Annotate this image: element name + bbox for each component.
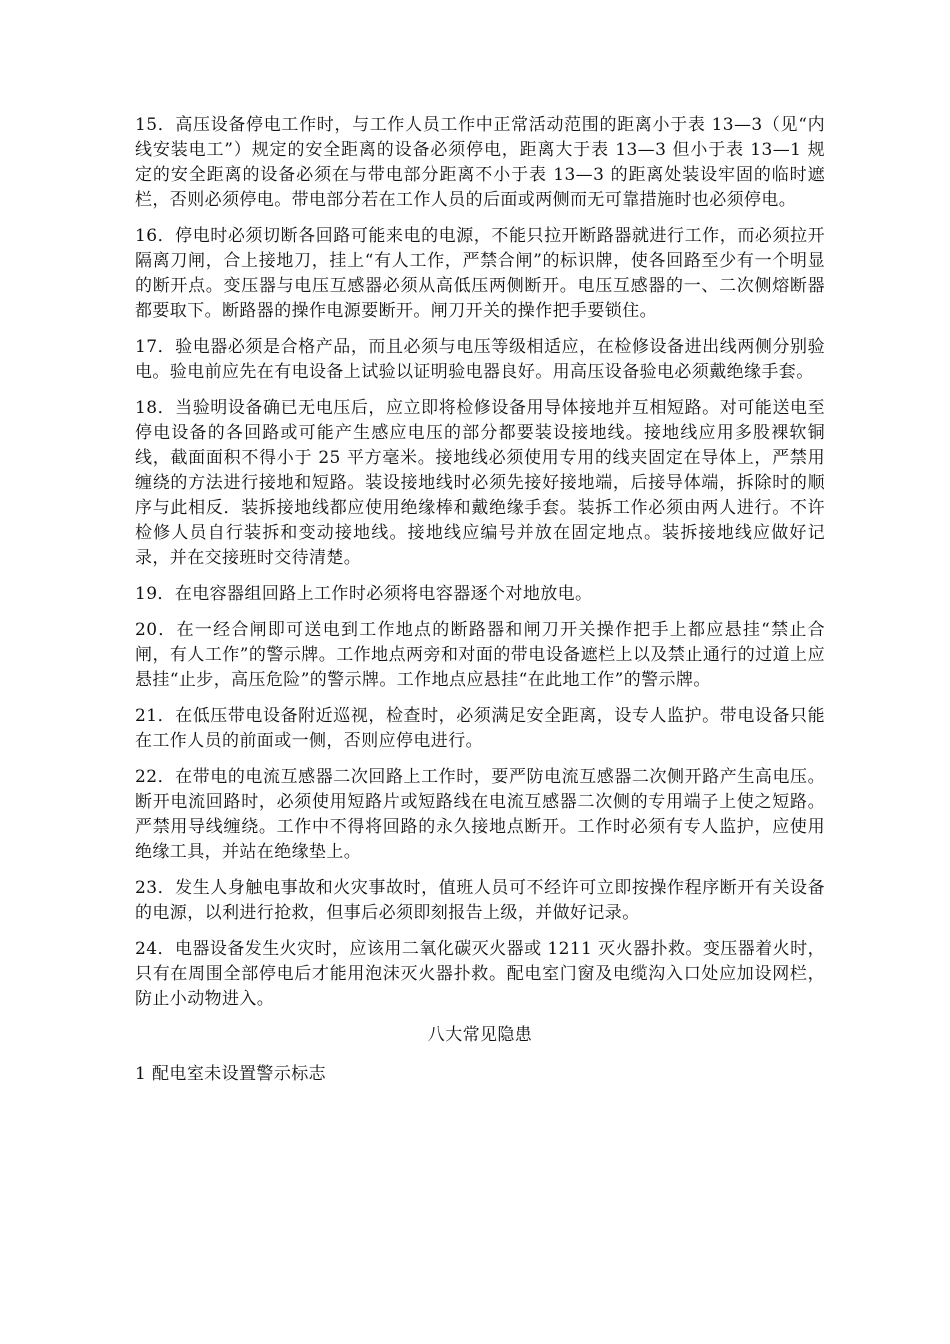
section-heading: 八大常见隐患: [427, 1025, 533, 1045]
paragraph-24: 24．电器设备发生火灾时，应该用二氧化碳灭火器或 1211 灭火器扑救。变压器着火时，只有在周围全部停电后才能用泡沫灭火器扑救。配电室门窗及电缆沟入口处应加设网栏，防止小动物进入。: [135, 939, 825, 1009]
paragraph-22: 22．在带电的电流互感器二次回路上工作时，要严防电流互感器二次侧开路产生高电压。断开电流回路时，必须使用短路片或短路线在电流互感器二次侧的专用端子上使之短路。严禁用导线缠绕。工作中不得将回路的永久接地点断开。工作时必须有专人监护，应使用绝缘工具，并站在绝缘垫上。: [135, 767, 825, 862]
paragraph-15: 15．高压设备停电工作时，与工作人员工作中正常活动范围的距离小于表 13—3（见“内线安装电工”）规定的安全距离的设备必须停电，距离大于表 13—3 但小于表 13—1 规定的安全距离的设备必须在与带电部分距离不小于表 13—3 的距离处装设牢固的临时遮栏，否则必须停电。带电部分若在工作人员的后面或两侧而无可靠措施时也必须停电。: [135, 115, 825, 210]
list-item: 1 配电室未设置警示标志: [135, 1064, 327, 1084]
paragraph-21: 21．在低压带电设备附近巡视，检查时，必须满足安全距离，设专人监护。带电设备只能在工作人员的前面或一侧，否则应停电进行。: [135, 706, 825, 751]
paragraph-23: 23．发生人身触电事故和火灾事故时，值班人员可不经许可立即按操作程序断开有关设备的电源，以利进行抢救，但事后必须即刻报告上级，并做好记录。: [135, 878, 825, 923]
document-body: [135, 113, 825, 1087]
paragraph-16: 16．停电时必须切断各回路可能来电的电源，不能只拉开断路器就进行工作，而必须拉开隔离刀闸，合上接地刀，挂上“有人工作，严禁合闸”的标识牌，使各回路至少有一个明显的断开点。变压器与电压互感器必须从高低压两侧断开。电压互感器的一、二次侧熔断器都要取下。断路器的操作电源要断开。闸刀开关的操作把手要锁住。: [135, 226, 825, 321]
paragraph-17: 17．验电器必须是合格产品，而且必须与电压等级相适应，在检修设备进出线两侧分别验电。验电前应先在有电设备上试验以证明验电器良好。用高压设备验电必须戴绝缘手套。: [135, 337, 825, 382]
paragraph-20: 20．在一经合闸即可送电到工作地点的断路器和闸刀开关操作把手上都应悬挂“禁止合闸，有人工作”的警示牌。工作地点两旁和对面的带电设备遮栏上以及禁止通行的过道上应悬挂“止步，高压危险”的警示牌。工作地点应悬挂“在此地工作”的警示牌。: [135, 620, 825, 690]
paragraph-18: 18．当验明设备确已无电压后，应立即将检修设备用导体接地并互相短路。对可能送电至停电设备的各回路或可能产生感应电压的部分都要装设接地线。接地线应用多股裸软铜线，截面面积不得小于 25 平方毫米。接地线必须使用专用的线夹固定在导体上，严禁用缠绕的方法进行接地和短路。装设接地线时必须先接好接地端，后接导体端，拆除时的顺序与此相反．装拆接地线都应使用绝缘棒和戴绝缘手套。装拆工作必须由两人进行。不许检修人员自行装拆和变动接地线。接地线应编号并放在固定地点。装拆接地线应做好记录，并在交接班时交待清楚。: [135, 398, 825, 568]
paragraph-19: 19．在电容器组回路上工作时必须将电容器逐个对地放电。: [135, 584, 593, 604]
